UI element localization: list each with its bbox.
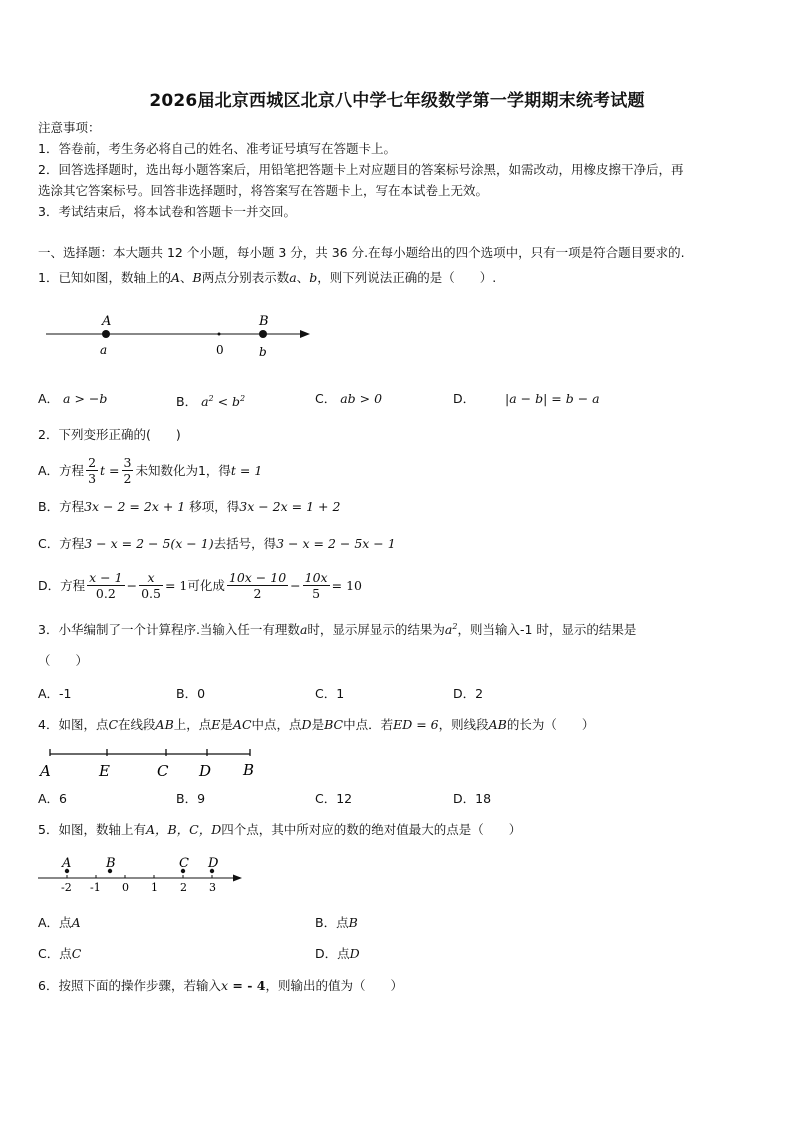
question-3-option-d: D．2: [453, 686, 484, 701]
question-3-option-b: B．0: [176, 686, 206, 701]
label-b: b: [259, 345, 267, 359]
label-D: D: [199, 762, 212, 780]
question-4-option-c: C．12: [315, 791, 353, 806]
question-1-option-d: D．: [453, 391, 476, 406]
label-B: B: [259, 314, 269, 329]
label-zero: 0: [216, 343, 224, 357]
question-1-option-d-expr: |a − b| = b − a: [505, 391, 600, 406]
question-4-option-a: A．6: [38, 791, 68, 806]
question-5-number-line: [36, 853, 250, 895]
question-1-option-a: A． a > −b: [38, 391, 108, 406]
question-5-stem: 5．如图，数轴上有A，B，C，D四个点，其中所对应的数的绝对值最大的点是（ ）: [38, 822, 522, 837]
question-4-option-b: B．9: [176, 791, 206, 806]
tick-label: -1: [90, 881, 101, 894]
fraction: $\frac{x - 1}{0.2}$: [89, 569, 123, 601]
question-5-option-c: C．点C: [38, 946, 82, 961]
fraction: $\frac{2}{3}$: [88, 454, 97, 486]
question-4-option-d: D．18: [453, 791, 492, 806]
notice-item-1: 1．答卷前，考生务必将自己的姓名、准考证号填写在答题卡上。: [38, 141, 396, 156]
notice-item-2a: 2．回答选择题时，选出每小题答案后，用铅笔把答题卡上对应题目的答案标号涂黑，如需改动，用橡皮擦干净后，再: [38, 162, 684, 177]
fraction: $\frac{3}{2}$: [123, 454, 132, 486]
question-3-stem: 3．小华编制了一个计算程序.当输入任一有理数a时，显示屏显示的结果为$a^2$，则当输入-1 时，显示的结果是: [38, 622, 637, 638]
axis-arrow: [300, 330, 310, 338]
tick-label: 3: [209, 881, 216, 894]
fraction: $\frac{10x - 10}{2}$: [228, 569, 287, 601]
question-3-paren: （ ）: [38, 653, 89, 668]
question-6-stem: 6．按照下面的操作步骤，若输入x = - 4，则输出的值为（ ）: [38, 978, 403, 993]
label-E: E: [99, 762, 110, 780]
question-1-number-line: [40, 310, 320, 362]
origin-dot: [218, 333, 221, 336]
question-1-option-b: B． $a^2 < b^2$: [176, 394, 246, 410]
question-3-option-c: C．1: [315, 686, 345, 701]
question-2-option-a: A．方程 $\frac{2}{3}$ t = $\frac{3}{2}$ 未知数化为1，得 t = 1: [38, 454, 263, 486]
section-heading: 一、选择题：本大题共 12 个小题，每小题 3 分，共 36 分.在每小题给出的四个选项中，只有一项是符合题目要求的.: [38, 245, 685, 260]
question-2-stem: 2．下列变形正确的( ): [38, 427, 181, 442]
tick-label: 2: [180, 881, 187, 894]
tick-label: -2: [61, 881, 72, 894]
question-5-option-b: B．点B: [315, 915, 358, 930]
notice-heading: 注意事项：: [38, 120, 101, 135]
axis-arrow: [233, 875, 242, 882]
point-a-dot: [102, 330, 110, 338]
question-2-option-c: C．方程3 − x = 2 − 5(x − 1)去括号，得3 − x = 2 − 5x − 1: [38, 536, 396, 551]
question-5-option-a: A．点A: [38, 915, 81, 930]
label-B: B: [243, 761, 255, 779]
point-b-dot: [259, 330, 267, 338]
label-A: A: [40, 762, 51, 780]
question-3-option-a: A．-1: [38, 686, 72, 701]
label-A: A: [62, 856, 72, 871]
question-4-segment-figure: [38, 746, 268, 780]
tick-label: 0: [122, 881, 129, 894]
notice-item-3: 3．考试结束后，将本试卷和答题卡一并交回。: [38, 204, 296, 219]
notice-item-2b: 选涂其它答案标号。回答非选择题时，将答案写在答题卡上，写在本试卷上无效。: [38, 183, 489, 198]
label-C: C: [157, 762, 169, 780]
tick-label: 1: [151, 881, 158, 894]
page-title: 2026届北京西城区北京八中学七年级数学第一学期期末统考试题: [149, 91, 645, 111]
label-C: C: [179, 856, 189, 871]
label-A: A: [102, 314, 112, 329]
label-B: B: [106, 856, 116, 871]
label-D: D: [208, 856, 219, 871]
fraction: $\frac{x}{0.5}$: [141, 569, 161, 601]
question-2-option-d: D．方程 $\frac{x - 1}{0.2}$ − $\frac{x}{0.5}$ = 1 可化成 $\frac{10x - 10}{2}$ − $\frac{10x}{5}$ = 10: [38, 569, 362, 601]
question-1-option-c: C． ab > 0: [315, 391, 383, 406]
label-a: a: [100, 343, 108, 357]
question-1-stem: 1．已知如图，数轴上的A、B两点分别表示数a、b，则下列说法正确的是（ ）.: [38, 270, 497, 285]
question-4-stem: 4．如图，点C在线段AB上，点E是AC中点，点D是BC中点．若ED = 6，则线段AB的长为（ ）: [38, 717, 595, 732]
question-2-option-b: B．方程3x − 2 = 2x + 1 移项，得3x − 2x = 1 + 2: [38, 499, 341, 514]
fraction: $\frac{10x}{5}$: [304, 569, 328, 601]
question-5-option-d: D．点D: [315, 946, 360, 961]
